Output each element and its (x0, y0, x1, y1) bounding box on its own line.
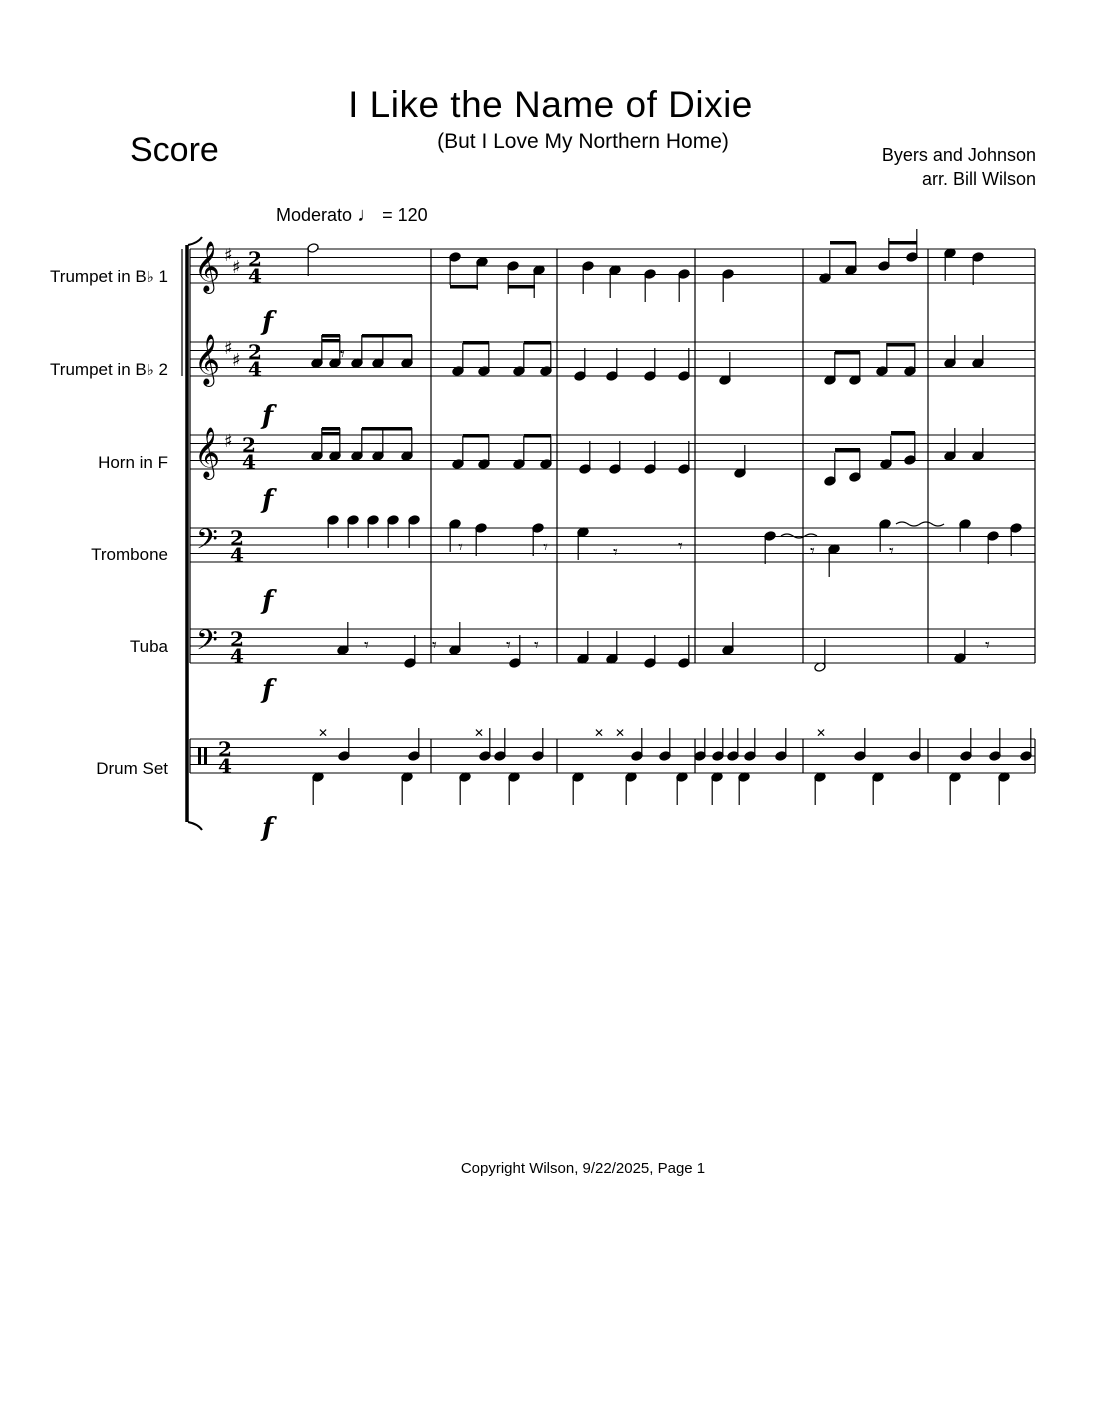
note-beam (524, 434, 551, 438)
treble-clef-icon: 𝄞 (194, 241, 221, 292)
note-beam (450, 285, 478, 289)
score-label: Score (130, 131, 219, 169)
note-beam (322, 427, 340, 431)
trill-line (896, 522, 944, 526)
eighth-rest-icon: 𝄾 (458, 537, 463, 558)
note-beam (362, 334, 412, 338)
eighth-rest-icon: 𝄾 (340, 344, 345, 365)
arranger-line: arr. Bill Wilson (921, 169, 1036, 189)
time-signature-bottom: 4 (248, 357, 262, 381)
cymbal-notehead-icon: ✕ (615, 726, 626, 740)
dynamic-forte: f (262, 307, 274, 337)
time-signature-bottom: 4 (230, 644, 244, 668)
time-signature-top: 2 (230, 627, 244, 651)
sharp-icon: ♯ (232, 257, 241, 278)
treble-clef-icon: 𝄞 (194, 334, 221, 385)
eighth-rest-icon: 𝄾 (810, 541, 815, 562)
eighth-rest-icon: 𝄾 (364, 635, 369, 656)
tempo-text: Moderato (276, 205, 353, 225)
note-beam (322, 432, 340, 436)
quarter-note-icon: ♩ (357, 204, 378, 226)
eighth-rest-icon: 𝄾 (543, 537, 548, 558)
eighth-rest-icon: 𝄾 (678, 536, 683, 557)
note-beam (322, 339, 340, 343)
note-beam (508, 285, 535, 289)
note-beam (891, 431, 915, 435)
note-beam (889, 241, 917, 245)
flat-icon: ♭ (146, 269, 154, 286)
page-footer: Copyright Wilson, 9/22/2025, Page 1 (460, 1160, 706, 1177)
time-signature-top: 2 (218, 737, 232, 761)
time-signature-top: 2 (248, 247, 262, 271)
time-signature-bottom: 4 (242, 450, 256, 474)
time-signature-bottom: 4 (248, 264, 262, 288)
eighth-rest-icon: 𝄾 (506, 635, 511, 656)
note-beam (524, 341, 551, 345)
percussion-clef-icon (198, 748, 201, 765)
note-beam (463, 434, 489, 438)
time-signature-top: 2 (242, 433, 256, 457)
note-beam (463, 341, 489, 345)
instrument-label-drum-set: Drum Set (96, 759, 168, 778)
note-beam (835, 351, 860, 355)
eighth-rest-icon: 𝄾 (432, 635, 437, 656)
eighth-rest-icon: 𝄾 (613, 542, 618, 563)
note-beam (830, 241, 856, 245)
dynamic-forte: f (262, 485, 274, 515)
flat-icon: ♭ (146, 362, 154, 379)
note-beam (887, 343, 915, 347)
bass-clef-icon: 𝄢 (196, 523, 218, 563)
page-subtitle: (But I Love My Northern Home) (437, 130, 729, 153)
composer-line: Byers and Johnson (881, 145, 1036, 165)
instrument-label-trombone: Trombone (91, 545, 168, 564)
instrument-label-trumpet-1: Trumpet in B♭ 1 (50, 267, 168, 286)
cymbal-notehead-icon: ✕ (474, 726, 485, 740)
time-signature-top: 2 (248, 340, 262, 364)
dynamic-forte: f (262, 675, 274, 705)
cymbal-notehead-icon: ✕ (318, 726, 329, 740)
eighth-rest-icon: 𝄾 (534, 635, 539, 656)
sharp-icon: ♯ (224, 431, 233, 452)
dynamic-forte: f (262, 586, 274, 616)
dynamic-forte: f (262, 401, 274, 431)
eighth-rest-icon: 𝄾 (985, 635, 990, 656)
note-beam (362, 427, 412, 431)
sharp-icon: ♯ (232, 350, 241, 371)
percussion-clef-icon (204, 748, 207, 765)
time-signature-bottom: 4 (218, 754, 232, 778)
note-beam (835, 448, 860, 452)
instrument-label-horn: Horn in F (98, 453, 168, 472)
eighth-rest-icon: 𝄾 (889, 541, 894, 562)
page-title: I Like the Name of Dixie (348, 84, 753, 125)
cymbal-notehead-icon: ✕ (816, 726, 827, 740)
tempo-value: = 120 (382, 205, 428, 225)
dynamic-forte: f (262, 813, 274, 843)
treble-clef-icon: 𝄞 (194, 427, 221, 478)
time-signature-top: 2 (230, 526, 244, 550)
instrument-label-tuba: Tuba (129, 637, 168, 656)
bass-clef-icon: 𝄢 (196, 624, 218, 664)
time-signature-bottom: 4 (230, 543, 244, 567)
sharp-icon: ♯ (224, 245, 233, 266)
cymbal-notehead-icon: ✕ (594, 726, 605, 740)
instrument-label-trumpet-2: Trumpet in B♭ 2 (50, 360, 168, 379)
sharp-icon: ♯ (224, 338, 233, 359)
note-beam (322, 334, 340, 338)
